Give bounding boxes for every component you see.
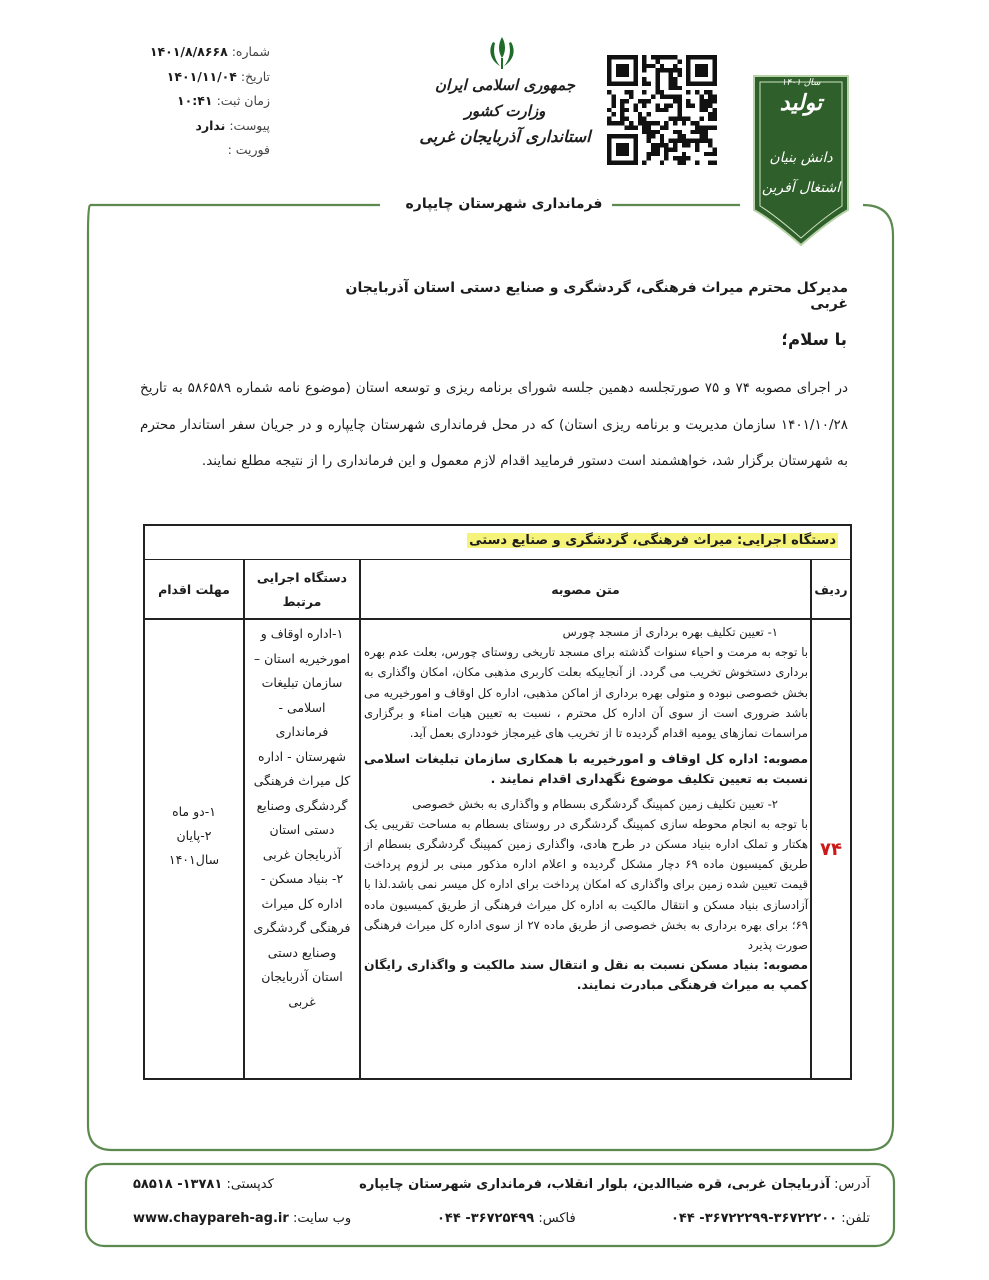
footer-phone: تلفن: ۳۶۷۲۲۲۰۰-۳۶۷۲۲۲۹۹- ۰۴۴ [670, 1211, 870, 1226]
footer-website: وب سایت: www.chaypareh-ag.ir [133, 1211, 352, 1226]
item1-resolution: مصوبه: اداره کل اوقاف و امورخیریه با همکاری سازمان تبلیغات اسلامی نسبت به تعیین تکلیف موضوع نگهداری اقدام نمایند . [364, 751, 808, 787]
row-radif: ۷۴ [820, 838, 842, 860]
device-line: گردشگری وصنایع [256, 797, 348, 813]
badge-main: تولید [779, 90, 823, 116]
footer-address: آدرس: آذربایجان غربی، قره ضیاالدین، بلوار انقلاب، فرمانداری شهرستان چایپاره [359, 1177, 870, 1192]
greeting: با سلام؛ [781, 330, 847, 349]
item2-text: با توجه به انجام محوطه سازی کمپینگ گردشگری در روستای بسطام به مساحت تقریبی یک هکتار و تملک اداره بنیاد مسکن در طرح هادی، واگذاری زمین کمپینگ گردشگری بسطام از طریق کمیسیون ماده ۶۹ دچار مشکل گردیده و اعلام اداره مذکور مبنی بر لزوم پرداخت قیمت تعیین شده زمین برای واگذاری که امکان پرداخت برای اداره کل میسر نمی باشد.لذا با آزادسازی بنیاد مسکن و انتقال مالکیت به اداره کل میراث فرهنگی از طریق کمیسیون ماده ۶۹؛ برای بهره برداری به بخش خصوصی از طریق ماده ۲۷ از سوی اداره کل میراث فرهنگی صورت پذیرد [364, 816, 809, 953]
header-titles [400, 72, 610, 150]
item2-title: ۲- تعیین تکلیف زمین کمپینگ گردشگری بسطام و واگذاری به بخش خصوصی [412, 796, 778, 811]
device-line: آذربایجان غربی [262, 846, 342, 862]
header-divider [145, 618, 850, 620]
deadline-line: ۱-دو ماه [172, 804, 216, 819]
header-text: متن مصوبه [551, 582, 620, 597]
item2-resolution: مصوبه: بنیاد مسکن نسبت به نقل و انتقال سند مالکیت و واگذاری رایگان کمپ به میراث فرهنگی مبادرت نمایند. [364, 957, 808, 993]
letter-meta [150, 40, 270, 163]
footer-fax: فاکس: ۳۶۷۲۵۴۹۹- ۰۴۴ [437, 1211, 576, 1226]
recipient: مدیرکل محترم میراث فرهنگی، گردشگری و صنایع دستی استان آذربایجان غربی [345, 280, 848, 312]
row-resolution-text [364, 622, 808, 996]
badge-line3: اشتغال آفرین [761, 180, 841, 196]
table-device-row [145, 526, 850, 560]
title-governorate: استانداری آذربایجان غربی [419, 127, 591, 146]
badge-year: سال ۱۴۰۱ [781, 78, 821, 88]
device-line: غربی [288, 993, 316, 1009]
badge-text [740, 70, 862, 250]
device-line: فرهنگی گردشگری [253, 920, 351, 935]
iran-emblem-icon [485, 34, 519, 72]
meta-date: تاریخ: ۱۴۰۱/۱۱/۰۴ [166, 68, 270, 84]
device-line: استان آذربایجان [261, 969, 343, 984]
device-line: فرمانداری [275, 724, 329, 739]
header-radif: ردیف [814, 582, 848, 597]
meta-urgency: فوریت : [227, 142, 270, 157]
letter-paragraph: در اجرای مصوبه ۷۴ و ۷۵ صورتجلسه دهمین جلسه شورای برنامه ریزی و توسعه استان (موضوع نامه شماره ۵۸۶۵۸۹ به تاریخ ۱۴۰۱/۱۰/۲۸ سازمان مدیریت و برنامه ریزی استان) که در محل فرمانداری شهرستان چایپاره و در جریان سفر استاندار محترم به شهرستان برگزار شد، خواهشمند است دستور فرمایید اقدام لازم معمول و این فرمانداری را از نتیجه مطلع نمایند. [140, 380, 848, 469]
badge-line2: دانش بنیان [769, 150, 833, 166]
device-line: دستی استان [269, 822, 335, 837]
footer [85, 1165, 878, 1245]
title-ministry: وزارت کشور [464, 102, 546, 120]
meta-time: زمان ثبت: ۱۰:۴۱ [177, 93, 270, 108]
device-line: وصنایع دستی [267, 944, 337, 960]
row-deadline [145, 800, 243, 872]
deadline-line: ۲-پایان [176, 828, 212, 843]
header-deadline: مهلت اقدام [158, 582, 230, 597]
device-line: اداره کل میراث [261, 895, 343, 911]
deadline-line: سال۱۴۰۱ [168, 852, 220, 867]
device-line: ۲- بنیاد مسکن - [260, 871, 344, 886]
device-line: امورخیریه استان – [253, 650, 351, 666]
device-line: کل میراث فرهنگی [253, 773, 351, 788]
header-device: دستگاه اجرایی مرتبط [256, 570, 348, 609]
footer-postal: کدپستی: ۱۳۷۸۱- ۵۸۵۱۸ [133, 1177, 274, 1192]
qr-code [607, 55, 717, 165]
device-line: سازمان تبلیغات [261, 675, 343, 690]
device-line: شهرستان - اداره [258, 748, 346, 764]
device-title: دستگاه اجرایی: میراث فرهنگی، گردشگری و صنایع دستی [469, 533, 836, 548]
item1-text: با توجه به مرمت و احیاء سنوات گذشته برای مسجد تاریخی روستای چورس، بعلت عدم بهره برداری دستخوش تخریب می گردد. از آنجاییکه بعلت کاربری مذهبی مکان، امکان واگذاری به بخش خصوصی نبوده و متولی بهره برداری از اماکن مذهبی، اداره کل اوقاف و امورخیریه می باشد ضروری است از سوی آن اداره کل محترم ، نسبت به تعیین هیات امناء و برگزاری مراسمات نمازهای یومیه اقدام گردیده تا از تخریب های غیرمجاز خودداری بعمل آید. [364, 645, 808, 741]
office-name: فرمانداری شهرستان چایپاره [400, 196, 608, 212]
item1-title: ۱- تعیین تکلیف بهره برداری از مسجد چورس [562, 625, 778, 639]
row-device [244, 622, 360, 1014]
title-republic: جمهوری اسلامی ایران [434, 76, 576, 94]
meta-number: شماره: ۱۴۰۱/۸/۸۶۶۸ [149, 44, 270, 59]
meta-attachment: پیوست: ندارد [195, 117, 270, 133]
device-line: ۱-اداره اوقاف و [260, 626, 344, 641]
device-line: اسلامی - [278, 699, 326, 715]
